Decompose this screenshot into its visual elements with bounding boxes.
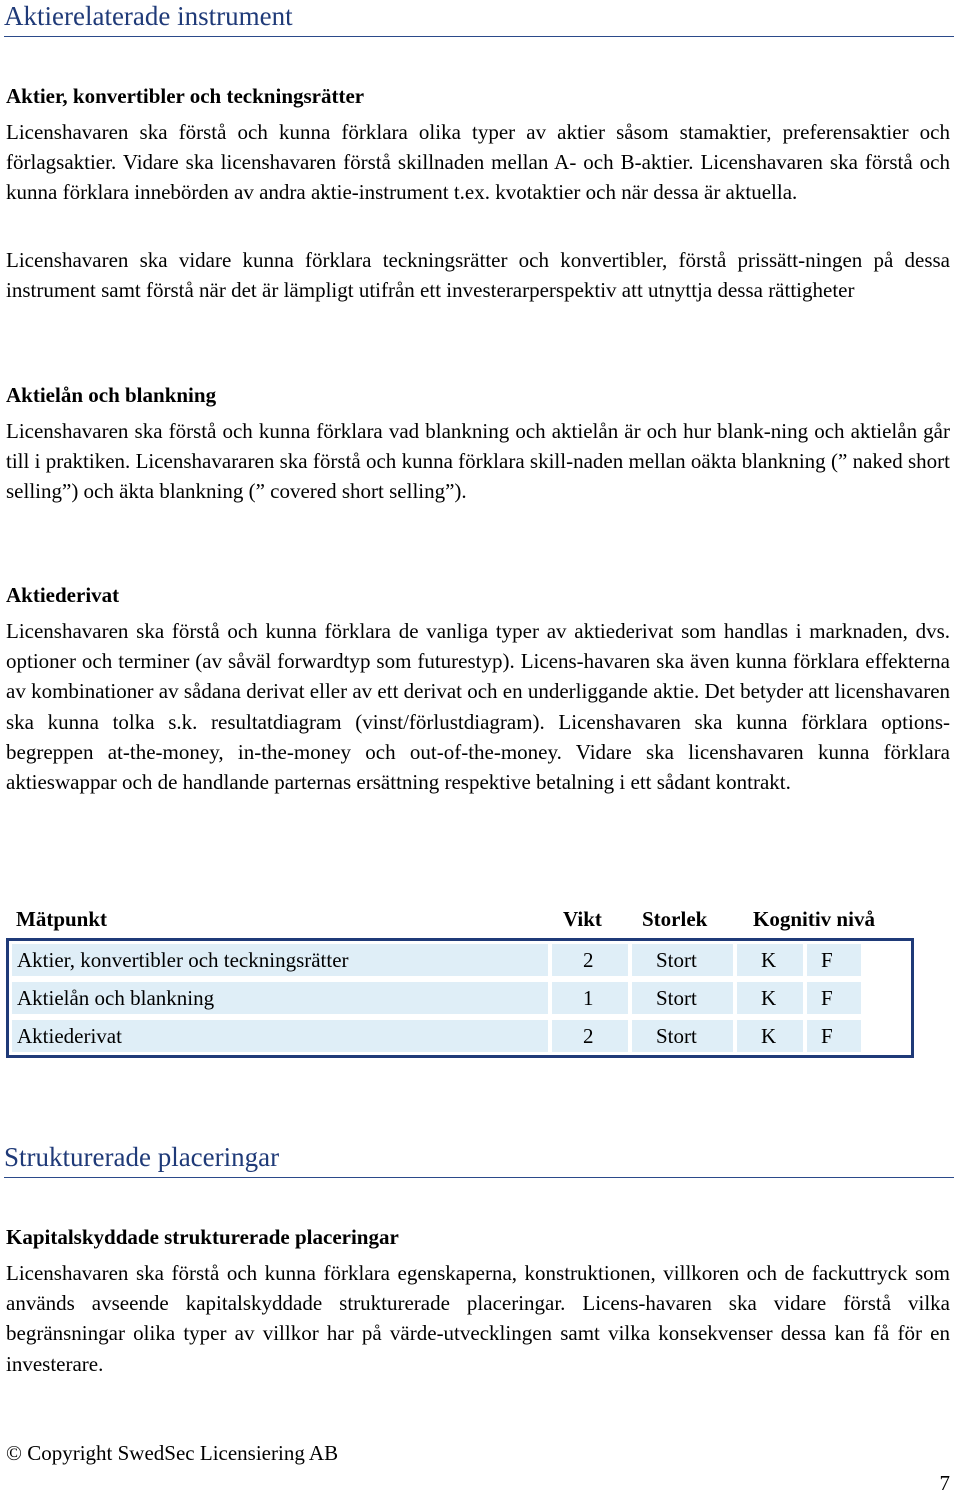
cell-text: Aktielån och blankning — [17, 986, 215, 1010]
cell-text: Stort — [656, 948, 697, 972]
subheading-kapitalskyddade: Kapitalskyddade strukturerade placeringar — [6, 1225, 399, 1249]
table-row — [9, 941, 911, 979]
cell-vikt — [552, 1020, 628, 1052]
cell-vikt — [552, 944, 628, 976]
page-number: 7 — [939, 1471, 950, 1495]
cell-vikt — [552, 982, 628, 1014]
cell-text: F — [821, 986, 833, 1010]
table-row — [9, 979, 911, 1017]
cell-matpunkt — [12, 944, 548, 976]
cell-k — [737, 982, 803, 1014]
cell-text: Stort — [656, 986, 697, 1010]
table-row — [9, 1017, 911, 1055]
cell-text: Aktiederivat — [17, 1024, 122, 1048]
paragraph-blankning: Licenshavaren ska förstå och kunna förklara vad blankning och aktielån är och hur blank-ning och aktielån går till i praktiken. Licenshavararen ska förstå och kunna förklara skill-naden mellan oäkta blankning (” naked short selling”) och äkta blankning (” covered short selling”). — [6, 419, 950, 504]
header-matpunkt: Mätpunkt — [16, 907, 108, 931]
cell-text: 2 — [583, 948, 594, 972]
cell-matpunkt — [12, 982, 548, 1014]
cell-text: 1 — [583, 986, 594, 1010]
subheading-aktielan-blankning: Aktielån och blankning — [6, 383, 217, 407]
cell-f — [807, 944, 861, 976]
header-vikt: Vikt — [563, 907, 602, 931]
cell-storlek — [632, 1020, 733, 1052]
subheading-aktiederivat: Aktiederivat — [6, 583, 120, 607]
cell-k — [737, 1020, 803, 1052]
cell-text: K — [761, 1024, 777, 1048]
header-kognitiv-niva: Kognitiv nivå — [753, 907, 875, 931]
paragraph-aktier-1: Licenshavaren ska förstå och kunna förklara olika typer av aktier såsom stamaktier, preferensaktier och förlagsaktier. Vidare ska licenshavaren förstå skillnaden mellan A- och B-aktier. Licenshavaren ska förstå och kunna förklara innebörden av andra aktie-instrument t.ex. kvotaktier och när dessa är aktuella. — [6, 120, 950, 205]
paragraph-aktier-2: Licenshavaren ska vidare kunna förklara teckningsrätter och konvertibler, förstå prissätt-ningen på dessa instrument samt förstå när det är lämpligt utifrån ett investerarperspektiv att utnyttja dessa rättigheter — [6, 248, 950, 303]
cell-text: F — [821, 1024, 833, 1048]
paragraph-kapitalskyddade: Licenshavaren ska förstå och kunna förklara egenskaperna, konstruktionen, villkoren och de fackuttryck som används avseende kapitalskyddade strukturerade placeringar. Licens-havaren ska vidare förstå vilka begränsningar olika typer av villkor har på värde-utvecklingen samt vilka konsekvenser dessa kan få för en investerare. — [6, 1261, 950, 1376]
section-title-aktierelaterade: Aktierelaterade instrument — [4, 0, 954, 37]
cell-text: F — [821, 948, 833, 972]
paragraph-aktiederivat: Licenshavaren ska förstå och kunna förklara de vanliga typer av aktiederivat som handlas i marknaden, dvs. optioner och terminer (av såväl forwardtyp som futurestyp). Licens-havaren ska även kunna förklara effekterna av kombinationer av sådana derivat eller av ett derivat och en underliggande aktie. Det betyder att licenshavaren ska kunna tolka s.k. resultatdiagram (vinst/förlustdiagram). Licenshavaren ska kunna förklara options-begreppen at-the-money, in-the-money och out-of-the-money. Vidare ska licenshavaren kunna förklara aktieswappar och de handlande parternas ersättning respektive betalning i ett sådant kontrakt. — [6, 619, 951, 795]
subheading-aktier-konvertibler: Aktier, konvertibler och teckningsrätter — [6, 84, 365, 108]
table-body — [6, 941, 914, 1058]
cell-text: 2 — [583, 1024, 594, 1048]
copyright-notice: © Copyright SwedSec Licensiering AB — [6, 1441, 339, 1465]
cell-k — [737, 944, 803, 976]
table-header-row — [6, 902, 914, 941]
section-title-strukturerade: Strukturerade placeringar — [4, 1141, 954, 1178]
cell-matpunkt — [12, 1020, 548, 1052]
cell-text: K — [761, 948, 777, 972]
cell-f — [807, 982, 861, 1014]
cell-text: Aktier, konvertibler och teckningsrätter — [17, 948, 349, 972]
cell-storlek — [632, 944, 733, 976]
cell-text: Stort — [656, 1024, 697, 1048]
header-storlek: Storlek — [642, 907, 708, 931]
cell-storlek — [632, 982, 733, 1014]
weighting-table — [6, 902, 914, 1058]
cell-text: K — [761, 986, 777, 1010]
cell-f — [807, 1020, 861, 1052]
